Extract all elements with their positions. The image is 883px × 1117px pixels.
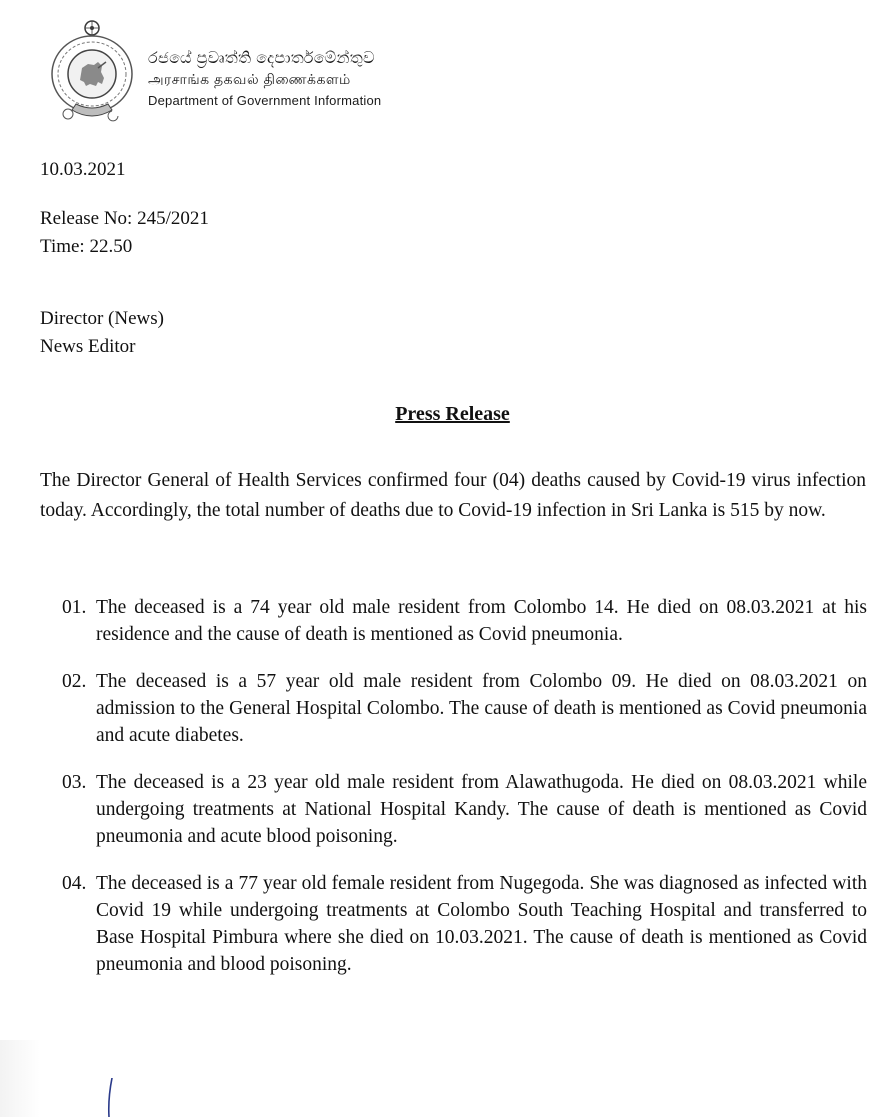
item-number: 02. (62, 671, 87, 692)
item-number: 03. (62, 772, 87, 793)
department-name-sinhala: රජයේ ප්‍රවෘත්ති දෙපාර්තමේන්තුව (148, 50, 375, 67)
date-text: 10.03.2021 (40, 159, 126, 180)
list-item (62, 769, 867, 850)
letterhead (40, 18, 470, 128)
recipient-editor: News Editor (40, 336, 136, 357)
intro-paragraph: The Director General of Health Services confirmed four (04) deaths caused by Covid-19 virus infection today. Accordingly, the total number of deaths due to Covid-19 infection in Sri Lanka is 515 by now. (40, 470, 866, 521)
list-item (62, 870, 867, 978)
recipients (40, 305, 164, 361)
item-number: 04. (62, 873, 87, 894)
list-item (62, 594, 867, 648)
department-name-tamil: அரசாங்க தகவல் திணைக்களம் (148, 71, 351, 87)
item-text: The deceased is a 77 year old female resident from Nugegoda. She was diagnosed as infected with Covid 19 while undergoing treatments at Colombo South Teaching Hospital and transferred to Base Hospital Pimbura where she died on 10.03.2021. The cause of death is mentioned as Covid pneumonia and blood poisoning. (96, 873, 867, 975)
release-number: Release No: 245/2021 (40, 208, 209, 229)
item-text: The deceased is a 57 year old male resident from Colombo 09. He died on 08.03.2021 on admission to the General Hospital Colombo. The cause of death is mentioned as Covid pneumonia and acute diabetes. (96, 671, 867, 746)
recipient-director: Director (News) (40, 308, 164, 329)
item-number: 01. (62, 597, 87, 618)
scan-shadow (0, 1040, 40, 1117)
deaths-list (62, 594, 867, 998)
release-date (40, 156, 126, 184)
release-time: Time: 22.50 (40, 236, 133, 257)
signature-mark (96, 1078, 126, 1117)
document-title: Press Release (395, 403, 510, 425)
item-text: The deceased is a 74 year old male resident from Colombo 14. He died on 08.03.2021 at his residence and the cause of death is mentioned as Covid pneumonia. (96, 597, 867, 645)
sri-lanka-emblem-icon (46, 18, 138, 126)
release-info (40, 205, 209, 261)
department-name (148, 48, 381, 111)
list-item (62, 668, 867, 749)
item-text: The deceased is a 23 year old male resident from Alawathugoda. He died on 08.03.2021 while undergoing treatments at National Hospital Kandy. The cause of death is mentioned as Covid pneumonia and acute blood poisoning. (96, 772, 867, 847)
department-name-english: Department of Government Information (148, 93, 382, 108)
